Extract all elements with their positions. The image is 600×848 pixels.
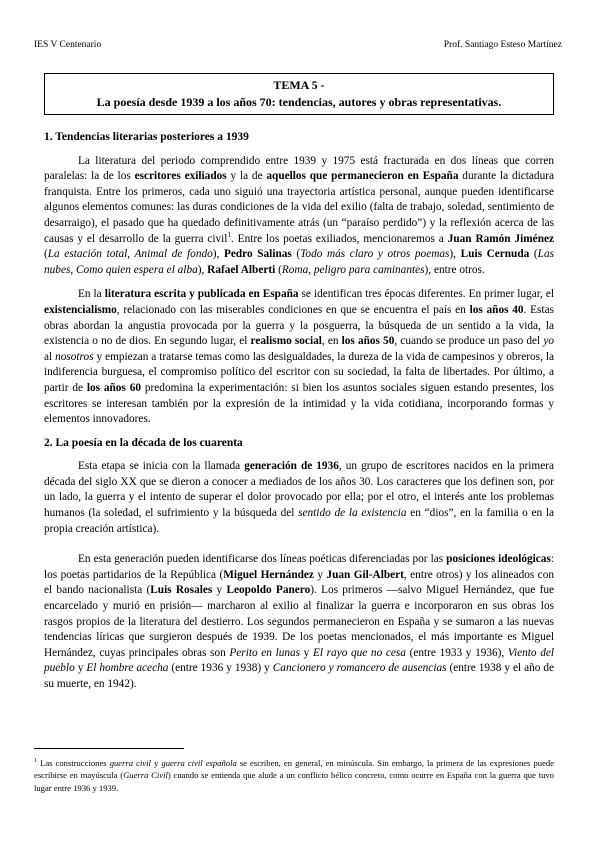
- document-body: [44, 125, 554, 693]
- section-1-heading: 1. Tendencias literarias posteriores a 1939: [44, 131, 249, 143]
- section-2-heading: 2. La poesía en la década de los cuarenta: [44, 436, 243, 449]
- footnote-number: 1: [34, 758, 37, 765]
- footnote: $^1$ Las construcciones guerra civil y guerra civil española se escriben, en general, en minúscula. Sin embargo, la primera de las expresiones puede escribirse en mayúscula (Guerra Civil) cuando se entienda que alude a un conflicto bélico concreto, como ocurre en España con la guerra que tuvo lugar entre 1936 y 1939.: [34, 758, 554, 793]
- header-author: Prof. Santiago Esteso Martínez: [443, 40, 562, 50]
- footnote-separator: [34, 748, 184, 749]
- header-school: IES V Centenario: [34, 40, 102, 50]
- title-box: [44, 73, 554, 115]
- section-1-paragraph-1: La literatura del periodo comprendido entre 1939 y 1975 está fracturada en dos líneas que corren paralelas: la de los escritores exiliados y la de aquellos que permanecieron en España durante la dictadura franquista. Entre los primeros, cada uno siguió una trayectoria artística personal, aunque pueden identificarse algunos elementos comunes: las duras condiciones de la vida del exilio (falta de trabajo, soledad, sentimiento de desarraigo), el pasado que ha quedado definitivamente atrás (un “paraíso perdido”) y la reflexión acerca de las causas y el desarrollo de la guerra civil$^1$. Entre los poetas exiliados, mencionaremos a Juan Ramón Jiménez (La estación total, Animal de fondo), Pedro Salinas (Todo más claro y otros poemas), Luis Cernuda (Las nubes, Como quien espera el alba), Rafael Alberti (Roma, peligro para caminantes), entre otros.: [44, 154, 555, 276]
- section-2-paragraph-1: Esta etapa se inicia con la llamada generación de 1936, un grupo de escritores nacidos en la primera década del siglo XX que se dieron a conocer a mediados de los años 30. Los caracteres que los definen son, por un lado, la guerra y el intento de superar el dolor provocado por ella; por el otro, el interés ante los problemas humanos (la soledad, el sufrimiento y la búsqueda del sentido de la existencia en “dios”, en la familia o en la propia creación artística).: [44, 460, 555, 535]
- title-line-1: TEMA 5 -: [273, 78, 325, 92]
- footnote-ref[interactable]: 1: [227, 230, 231, 239]
- section-1-paragraph-2: En la literatura escrita y publicada en España se identifican tres épocas diferentes. En primer lugar, el existencialismo, relacionado con las miserables condiciones en que se encuentra el país en los años 40. Estas obras abordan la angustia provocada por la guerra y la posguerra, la búsqueda de un sentido a la vida, la existencia o no de dios. En segundo lugar, el realismo social, en los años 50, cuando se produce un paso del yo al nosotros y empiezan a tratarse temas como las desigualdades, la dureza de la vida de campesinos y obreros, la indiferencia burguesa, el compromiso político del escritor con su sociedad, la falta de libertades. Por último, a partir de los años 60 predomina la experimentación: si bien los asuntos sociales siguen estando presentes, los escritores se interesan también por la expresión de la intimidad y la vida cotidiana, incorporando formas y elementos innovadores.: [44, 288, 555, 426]
- section-2-paragraph-2: En esta generación pueden identificarse dos líneas poéticas diferenciadas por las posiciones ideológicas: los poetas partidarios de la República (Miguel Hernández y Juan Gil-Albert, entre otros) y los alineados con el bando nacionalista (Luis Rosales y Leopoldo Panero). Los primeros —salvo Miguel Hernández, que fue encarcelado y murió en prisión— marcharon al exilio al finalizar la guerra e incorporaron en sus obras los rasgos propios de la literatura del destierro. Los segundos permanecieron en España y se sumaron a las nuevas tendencias líricas que surgieron después de 1939. De los poetas mencionados, el más importante es Miguel Hernández, cuyas principales obras son Perito en lunas y El rayo que no cesa (entre 1933 y 1936), Viento del pueblo y El hombre acecha (entre 1936 y 1938) y Cancionero y romancero de ausencias (entre 1938 y el año de su muerte, en 1942).: [44, 553, 555, 690]
- title-line-2: La poesía desde 1939 a los años 70: tendencias, autores y obras representativas.: [96, 95, 502, 109]
